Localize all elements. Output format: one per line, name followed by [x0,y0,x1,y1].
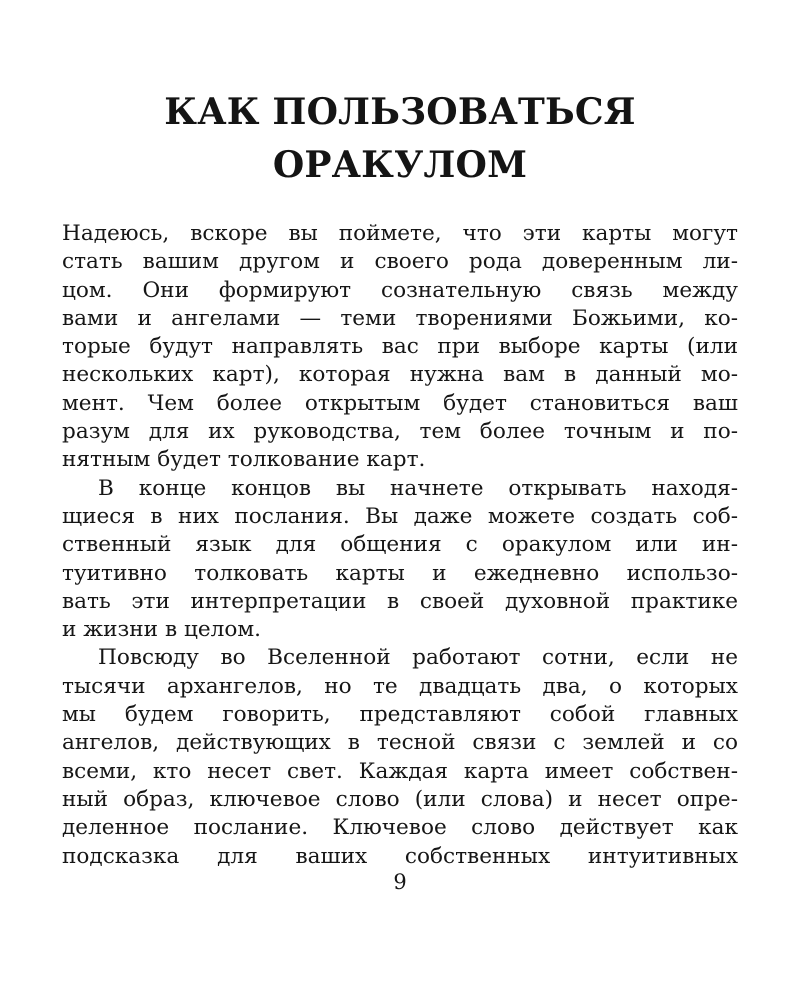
text-line: и жизни в целом. [62,617,262,643]
text-line: деленное послание. Ключевое слово действует как [62,815,738,841]
body-text [62,220,738,871]
page-number: 9 [393,870,407,894]
text-line: торые будут направлять вас при выборе карты (или [62,334,738,360]
text-line: вать эти интерпретации в своей духовной практике [62,588,738,614]
text-line: всеми, кто несет свет. Каждая карта имеет собствен- [62,758,738,784]
text-line: Повсюду во Вселенной работают сотни, если не [98,645,738,671]
text-line: нескольких карт), которая нужна вам в данный мо- [62,362,738,388]
text-line: туитивно толковать карты и ежедневно использо- [62,560,738,586]
text-line: мент. Чем более открытым будет становиться ваш [62,390,738,416]
text-line: цом. Они формируют сознательную связь между [62,277,738,303]
chapter-title-line-2: ОРАКУЛОМ [272,144,528,186]
text-line: тысячи архангелов, но те двадцать два, о которых [62,673,738,699]
text-line: ангелов, действующих в тесной связи с землей и со [62,730,738,756]
text-line: разум для их руководства, тем более точным и по- [62,419,738,445]
text-line: нятным будет толкование карт. [62,447,426,473]
text-line: вами и ангелами — теми творениями Божьими, ко- [62,305,738,331]
text-line: ный образ, ключевое слово (или слова) и несет опре- [62,786,738,812]
text-line: стать вашим другом и своего рода доверенным ли- [62,249,738,275]
text-line: мы будем говорить, представляют собой главных [62,702,738,728]
chapter-title-line-1: КАК ПОЛЬЗОВАТЬСЯ [164,91,636,133]
chapter-title [60,86,740,192]
text-line: щиеся в них послания. Вы даже можете создать соб- [62,503,738,529]
text-line: В конце концов вы начнете открывать находя- [98,475,738,501]
text-line: ственный язык для общения с оракулом или ин- [62,532,738,558]
text-line: Надеюсь, вскоре вы поймете, что эти карты могут [62,221,738,246]
text-line: подсказка для ваших собственных интуитивных [62,843,738,869]
